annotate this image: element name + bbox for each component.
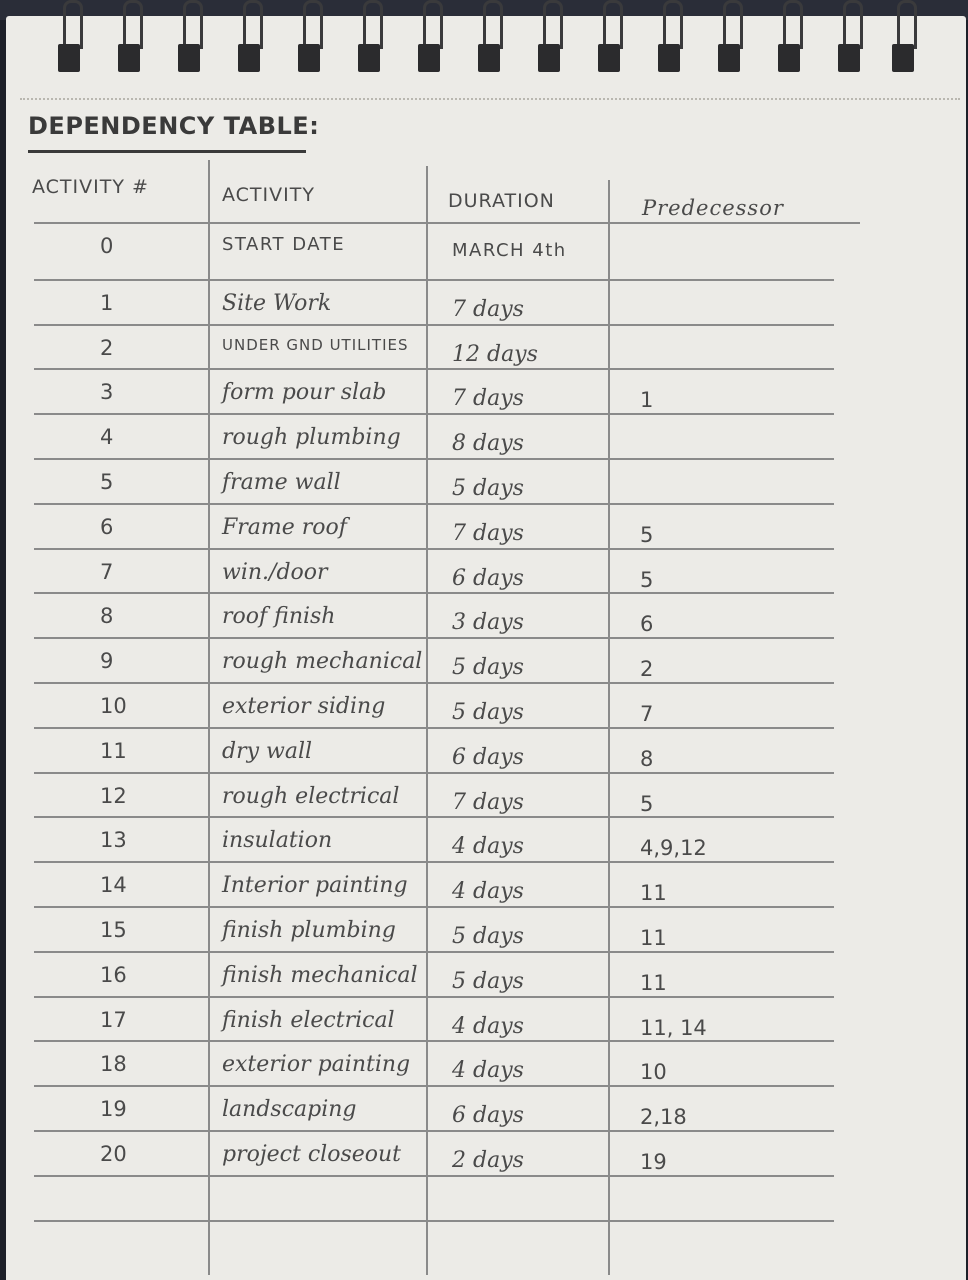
page-title: DEPENDENCY TABLE:	[28, 112, 320, 140]
activity-cell: exterior siding	[222, 694, 386, 719]
duration-cell: 6 days	[452, 1103, 524, 1128]
activity-cell: START DATE	[222, 234, 346, 255]
activity-cell: project closeout	[222, 1142, 402, 1167]
duration-cell: 3 days	[452, 610, 524, 635]
row-divider	[34, 951, 834, 953]
row-divider	[34, 1220, 834, 1222]
row-divider	[34, 861, 834, 863]
spiral-hole	[718, 44, 740, 72]
predecessor-cell: 19	[640, 1150, 667, 1174]
activity-cell: UNDER GND UTILITIES	[222, 336, 409, 354]
activity-cell: dry wall	[222, 739, 313, 764]
predecessor-cell: 11	[640, 926, 667, 950]
spiral-wire	[303, 0, 323, 49]
predecessor-cell: 8	[640, 747, 654, 771]
duration-cell: 2 days	[452, 1148, 524, 1173]
activity-cell: roof finish	[222, 604, 336, 629]
activity-cell: landscaping	[222, 1097, 357, 1122]
activity-number-cell: 16	[100, 963, 127, 987]
predecessor-cell: 10	[640, 1060, 667, 1084]
activity-cell: Interior painting	[222, 873, 408, 898]
header-activity-number: ACTIVITY #	[32, 176, 149, 198]
predecessor-cell: 5	[640, 523, 654, 547]
row-divider	[34, 1040, 834, 1042]
spiral-hole	[238, 44, 260, 72]
activity-number-cell: 10	[100, 694, 127, 718]
row-divider	[34, 368, 834, 370]
activity-number-cell: 17	[100, 1008, 127, 1032]
duration-cell: 7 days	[452, 386, 524, 411]
activity-cell: win./door	[222, 560, 328, 585]
duration-cell: 5 days	[452, 655, 524, 680]
spiral-wire	[63, 0, 83, 49]
duration-cell: 4 days	[452, 1058, 524, 1083]
header-duration: DURATION	[448, 190, 555, 212]
predecessor-cell: 1	[640, 388, 654, 412]
activity-number-cell: 14	[100, 873, 127, 897]
spiral-hole	[838, 44, 860, 72]
row-divider	[34, 222, 860, 224]
row-divider	[34, 458, 834, 460]
row-divider	[34, 503, 834, 505]
spiral-hole	[658, 44, 680, 72]
spiral-hole	[58, 44, 80, 72]
spiral-hole	[418, 44, 440, 72]
spiral-wire	[543, 0, 563, 49]
spiral-hole	[298, 44, 320, 72]
activity-cell: Frame roof	[222, 515, 347, 540]
perforation-line	[20, 98, 960, 100]
duration-cell: MARCH 4th	[452, 240, 567, 261]
spiral-wire	[243, 0, 263, 49]
row-divider	[34, 682, 834, 684]
predecessor-cell: 4,9,12	[640, 836, 707, 860]
spiral-hole	[892, 44, 914, 72]
duration-cell: 12 days	[452, 342, 538, 367]
row-divider	[34, 1085, 834, 1087]
title-underline	[28, 150, 306, 153]
spiral-hole	[538, 44, 560, 72]
spiral-wire	[663, 0, 683, 49]
predecessor-cell: 5	[640, 568, 654, 592]
spiral-wire	[897, 0, 917, 49]
activity-number-cell: 5	[100, 470, 114, 494]
predecessor-cell: 2	[640, 657, 654, 681]
row-divider	[34, 816, 834, 818]
spiral-wire	[363, 0, 383, 49]
activity-number-cell: 4	[100, 425, 114, 449]
activity-number-cell: 20	[100, 1142, 127, 1166]
activity-cell: insulation	[222, 828, 333, 853]
predecessor-cell: 11	[640, 881, 667, 905]
activity-number-cell: 0	[100, 234, 114, 258]
predecessor-cell: 6	[640, 612, 654, 636]
spiral-wire	[723, 0, 743, 49]
spiral-hole	[358, 44, 380, 72]
row-divider	[34, 1130, 834, 1132]
activity-cell: frame wall	[222, 470, 341, 495]
spiral-wire	[423, 0, 443, 49]
predecessor-cell: 11	[640, 971, 667, 995]
row-divider	[34, 996, 834, 998]
row-divider	[34, 548, 834, 550]
header-predecessor: Predecessor	[642, 196, 784, 220]
activity-cell: finish plumbing	[222, 918, 396, 943]
spiral-hole	[598, 44, 620, 72]
spiral-wire	[483, 0, 503, 49]
row-divider	[34, 637, 834, 639]
duration-cell: 7 days	[452, 297, 524, 322]
duration-cell: 4 days	[452, 879, 524, 904]
activity-cell: rough mechanical	[222, 649, 423, 674]
duration-cell: 6 days	[452, 745, 524, 770]
activity-cell: form pour slab	[222, 380, 387, 405]
spiral-hole	[478, 44, 500, 72]
spiral-wire	[783, 0, 803, 49]
spiral-hole	[178, 44, 200, 72]
spiral-wire	[123, 0, 143, 49]
spiral-hole	[118, 44, 140, 72]
row-divider	[34, 324, 834, 326]
duration-cell: 6 days	[452, 566, 524, 591]
spiral-wire	[183, 0, 203, 49]
row-divider	[34, 279, 834, 281]
activity-number-cell: 13	[100, 828, 127, 852]
row-divider	[34, 413, 834, 415]
activity-number-cell: 2	[100, 336, 114, 360]
row-divider	[34, 727, 834, 729]
column-divider	[208, 160, 210, 1275]
activity-cell: finish mechanical	[222, 963, 418, 988]
activity-cell: finish electrical	[222, 1008, 395, 1033]
duration-cell: 7 days	[452, 790, 524, 815]
row-divider	[34, 906, 834, 908]
activity-number-cell: 1	[100, 291, 114, 315]
activity-number-cell: 18	[100, 1052, 127, 1076]
spiral-hole	[778, 44, 800, 72]
activity-number-cell: 6	[100, 515, 114, 539]
predecessor-cell: 11, 14	[640, 1016, 707, 1040]
activity-number-cell: 9	[100, 649, 114, 673]
duration-cell: 5 days	[452, 969, 524, 994]
predecessor-cell: 5	[640, 792, 654, 816]
row-divider	[34, 592, 834, 594]
activity-cell: exterior painting	[222, 1052, 411, 1077]
header-activity: ACTIVITY	[222, 184, 315, 206]
duration-cell: 4 days	[452, 1014, 524, 1039]
predecessor-cell: 2,18	[640, 1105, 687, 1129]
activity-number-cell: 8	[100, 604, 114, 628]
spiral-wire	[603, 0, 623, 49]
duration-cell: 5 days	[452, 476, 524, 501]
activity-cell: Site Work	[222, 291, 332, 316]
duration-cell: 8 days	[452, 431, 524, 456]
activity-number-cell: 15	[100, 918, 127, 942]
activity-cell: rough electrical	[222, 784, 400, 809]
activity-cell: rough plumbing	[222, 425, 401, 450]
activity-number-cell: 7	[100, 560, 114, 584]
activity-number-cell: 19	[100, 1097, 127, 1121]
spiral-wire	[843, 0, 863, 49]
activity-number-cell: 11	[100, 739, 127, 763]
column-divider	[426, 166, 428, 1275]
duration-cell: 5 days	[452, 924, 524, 949]
activity-number-cell: 3	[100, 380, 114, 404]
row-divider	[34, 772, 834, 774]
predecessor-cell: 7	[640, 702, 654, 726]
row-divider	[34, 1175, 834, 1177]
duration-cell: 4 days	[452, 834, 524, 859]
duration-cell: 5 days	[452, 700, 524, 725]
activity-number-cell: 12	[100, 784, 127, 808]
duration-cell: 7 days	[452, 521, 524, 546]
